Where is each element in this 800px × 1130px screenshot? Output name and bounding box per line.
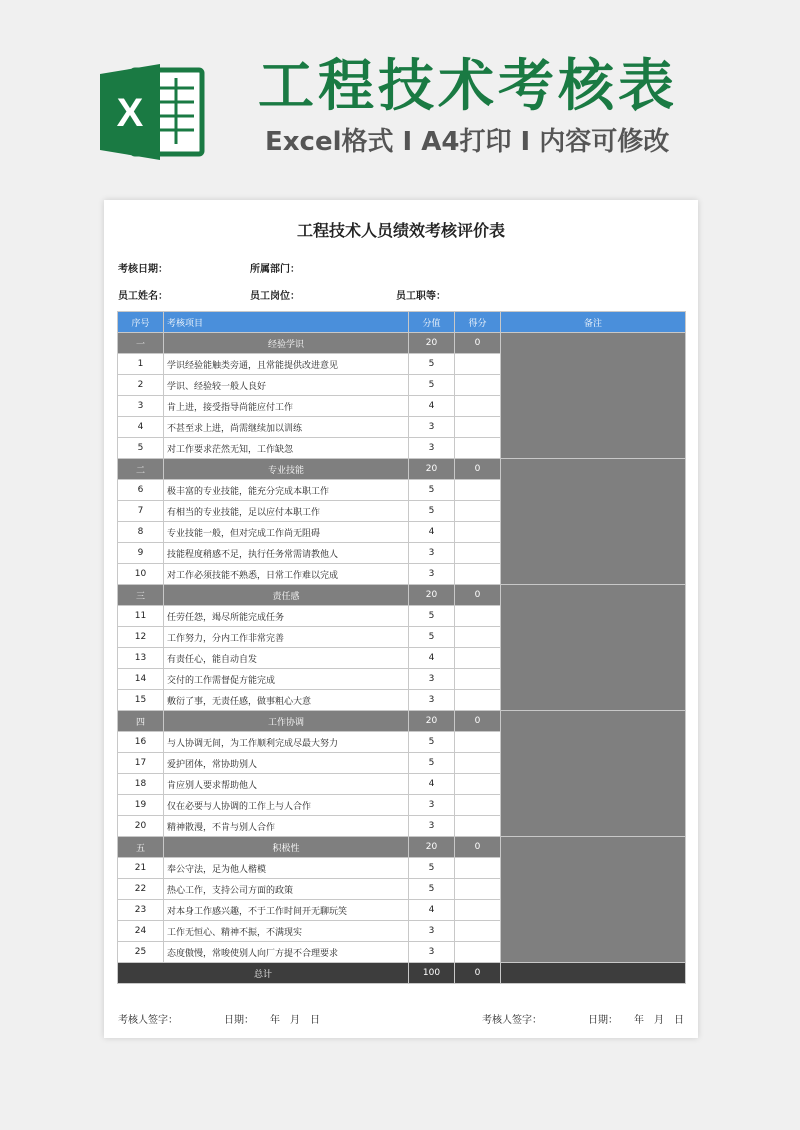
item-text: 热心工作，支持公司方面的政策 — [164, 879, 409, 900]
category-row — [118, 585, 686, 606]
item-text: 与人协调无间，为工作顺利完成尽最大努力 — [164, 732, 409, 753]
item-score-got[interactable] — [455, 816, 501, 837]
item-score-value: 3 — [409, 921, 455, 942]
item-score-value: 3 — [409, 669, 455, 690]
document-sheet — [104, 200, 698, 1038]
category-number: 四 — [118, 711, 164, 732]
item-score-got[interactable] — [455, 942, 501, 963]
logo-letter: X — [116, 91, 144, 135]
left-date-ymd: 年 月 日 — [270, 1015, 320, 1026]
item-seq: 20 — [118, 816, 164, 837]
subtitle: Excel格式 I A4打印 I 内容可修改 — [265, 127, 670, 157]
date-label: 考核日期： — [118, 264, 168, 275]
total-score-got: 0 — [455, 963, 501, 984]
item-seq: 9 — [118, 543, 164, 564]
item-score-got[interactable] — [455, 774, 501, 795]
item-score-got[interactable] — [455, 501, 501, 522]
item-text: 对工作要求茫然无知，工作缺忽 — [164, 438, 409, 459]
item-score-value: 5 — [409, 858, 455, 879]
category-number: 三 — [118, 585, 164, 606]
item-text: 工作努力，分内工作非常完善 — [164, 627, 409, 648]
category-score-got: 0 — [455, 459, 501, 480]
right-date-label: 日期： — [588, 1015, 618, 1026]
category-number: 五 — [118, 837, 164, 858]
item-score-value: 5 — [409, 753, 455, 774]
item-score-value: 3 — [409, 690, 455, 711]
item-seq: 3 — [118, 396, 164, 417]
rank-label: 员工职等： — [396, 291, 446, 302]
post-label: 员工岗位： — [250, 291, 300, 302]
item-text: 学识、经验较一般人良好 — [164, 375, 409, 396]
category-name: 责任感 — [164, 585, 409, 606]
item-seq: 12 — [118, 627, 164, 648]
excel-logo-icon — [98, 62, 208, 162]
item-score-got[interactable] — [455, 543, 501, 564]
right-date-ymd: 年 月 日 — [634, 1015, 684, 1026]
item-score-got[interactable] — [455, 354, 501, 375]
item-score-value: 5 — [409, 606, 455, 627]
note-cell — [501, 585, 686, 711]
item-text: 态度傲慢，常唆使别人向厂方提不合理要求 — [164, 942, 409, 963]
item-seq: 25 — [118, 942, 164, 963]
header-seq: 序号 — [118, 312, 164, 333]
item-score-value: 5 — [409, 879, 455, 900]
item-score-value: 3 — [409, 795, 455, 816]
item-seq: 8 — [118, 522, 164, 543]
header-score-got: 得分 — [455, 312, 501, 333]
item-seq: 5 — [118, 438, 164, 459]
category-score-value: 20 — [409, 585, 455, 606]
category-number: 一 — [118, 333, 164, 354]
item-score-value: 5 — [409, 501, 455, 522]
item-score-got[interactable] — [455, 690, 501, 711]
item-seq: 17 — [118, 753, 164, 774]
item-seq: 19 — [118, 795, 164, 816]
category-name: 专业技能 — [164, 459, 409, 480]
table-header-row — [118, 312, 686, 333]
item-seq: 1 — [118, 354, 164, 375]
item-seq: 18 — [118, 774, 164, 795]
item-text: 肯应别人要求帮助他人 — [164, 774, 409, 795]
item-seq: 16 — [118, 732, 164, 753]
item-text: 对工作必须技能不熟悉，日常工作难以完成 — [164, 564, 409, 585]
item-text: 专业技能一般，但对完成工作尚无阻碍 — [164, 522, 409, 543]
table-body — [118, 333, 686, 984]
item-seq: 22 — [118, 879, 164, 900]
total-row — [118, 963, 686, 984]
name-label: 员工姓名： — [118, 291, 168, 302]
item-seq: 13 — [118, 648, 164, 669]
category-name: 工作协调 — [164, 711, 409, 732]
item-score-value: 3 — [409, 417, 455, 438]
item-seq: 4 — [118, 417, 164, 438]
item-score-got[interactable] — [455, 417, 501, 438]
item-text: 肯上进，接受指导尚能应付工作 — [164, 396, 409, 417]
item-score-got[interactable] — [455, 669, 501, 690]
item-score-value: 4 — [409, 522, 455, 543]
category-score-got: 0 — [455, 711, 501, 732]
item-text: 学识经验能触类旁通，且常能提供改进意见 — [164, 354, 409, 375]
item-score-got[interactable] — [455, 627, 501, 648]
item-score-value: 3 — [409, 942, 455, 963]
item-score-got[interactable] — [455, 795, 501, 816]
item-score-value: 5 — [409, 480, 455, 501]
category-row — [118, 837, 686, 858]
category-row — [118, 333, 686, 354]
item-text: 精神散漫，不肯与别人合作 — [164, 816, 409, 837]
category-name: 经验学识 — [164, 333, 409, 354]
category-score-got: 0 — [455, 837, 501, 858]
item-text: 极丰富的专业技能，能充分完成本职工作 — [164, 480, 409, 501]
item-score-value: 3 — [409, 543, 455, 564]
category-number: 二 — [118, 459, 164, 480]
item-seq: 7 — [118, 501, 164, 522]
item-text: 奉公守法，足为他人楷模 — [164, 858, 409, 879]
item-seq: 23 — [118, 900, 164, 921]
item-seq: 6 — [118, 480, 164, 501]
item-text: 不甚至求上进，尚需继续加以训练 — [164, 417, 409, 438]
category-score-value: 20 — [409, 711, 455, 732]
item-text: 工作无恒心、精神不振，不满现实 — [164, 921, 409, 942]
item-seq: 11 — [118, 606, 164, 627]
item-text: 仅在必要与人协调的工作上与人合作 — [164, 795, 409, 816]
category-score-got: 0 — [455, 333, 501, 354]
item-seq: 14 — [118, 669, 164, 690]
note-cell — [501, 459, 686, 585]
item-score-got[interactable] — [455, 375, 501, 396]
item-score-value: 4 — [409, 774, 455, 795]
item-score-value: 4 — [409, 396, 455, 417]
category-name: 积极性 — [164, 837, 409, 858]
item-score-got[interactable] — [455, 648, 501, 669]
item-score-value: 3 — [409, 438, 455, 459]
category-score-value: 20 — [409, 333, 455, 354]
item-score-value: 3 — [409, 564, 455, 585]
item-text: 对本身工作感兴趣，不于工作时间开无聊玩笑 — [164, 900, 409, 921]
item-score-value: 4 — [409, 900, 455, 921]
category-row — [118, 711, 686, 732]
left-date-label: 日期： — [224, 1015, 254, 1026]
item-seq: 24 — [118, 921, 164, 942]
category-score-got: 0 — [455, 585, 501, 606]
item-score-got[interactable] — [455, 438, 501, 459]
left-signature-label: 考核人签字： — [118, 1015, 178, 1026]
item-seq: 15 — [118, 690, 164, 711]
item-seq: 21 — [118, 858, 164, 879]
item-text: 技能程度稍感不足，执行任务常需请教他人 — [164, 543, 409, 564]
right-signature-label: 考核人签字： — [482, 1015, 542, 1026]
note-cell — [501, 711, 686, 837]
total-note — [501, 963, 686, 984]
item-text: 有相当的专业技能，足以应付本职工作 — [164, 501, 409, 522]
item-score-value: 4 — [409, 648, 455, 669]
dept-label: 所属部门： — [250, 264, 300, 275]
item-text: 任劳任怨，竭尽所能完成任务 — [164, 606, 409, 627]
item-text: 有责任心，能自动自发 — [164, 648, 409, 669]
item-score-value: 5 — [409, 354, 455, 375]
item-score-got[interactable] — [455, 879, 501, 900]
item-score-got[interactable] — [455, 522, 501, 543]
total-score-value: 100 — [409, 963, 455, 984]
item-score-value: 3 — [409, 816, 455, 837]
header-item: 考核项目 — [164, 312, 409, 333]
item-score-got[interactable] — [455, 606, 501, 627]
note-cell — [501, 333, 686, 459]
item-score-got[interactable] — [455, 396, 501, 417]
item-score-value: 5 — [409, 375, 455, 396]
category-score-value: 20 — [409, 459, 455, 480]
item-score-got[interactable] — [455, 564, 501, 585]
category-row — [118, 459, 686, 480]
item-score-got[interactable] — [455, 900, 501, 921]
banner — [0, 0, 800, 200]
document-title: 工程技术人员绩效考核评价表 — [296, 221, 505, 240]
item-score-value: 5 — [409, 732, 455, 753]
header-score-value: 分值 — [409, 312, 455, 333]
item-score-got[interactable] — [455, 921, 501, 942]
item-score-got[interactable] — [455, 753, 501, 774]
total-label: 总计 — [118, 963, 409, 984]
evaluation-table — [117, 311, 686, 984]
note-cell — [501, 837, 686, 963]
item-score-got[interactable] — [455, 858, 501, 879]
item-text: 交付的工作需督促方能完成 — [164, 669, 409, 690]
item-score-got[interactable] — [455, 732, 501, 753]
item-text: 爱护团体，常协助别人 — [164, 753, 409, 774]
item-seq: 2 — [118, 375, 164, 396]
main-title: 工程技术考核表 — [258, 54, 678, 119]
item-score-value: 5 — [409, 627, 455, 648]
header-note: 备注 — [501, 312, 686, 333]
category-score-value: 20 — [409, 837, 455, 858]
item-seq: 10 — [118, 564, 164, 585]
item-score-got[interactable] — [455, 480, 501, 501]
item-text: 敷衍了事，无责任感，做事粗心大意 — [164, 690, 409, 711]
